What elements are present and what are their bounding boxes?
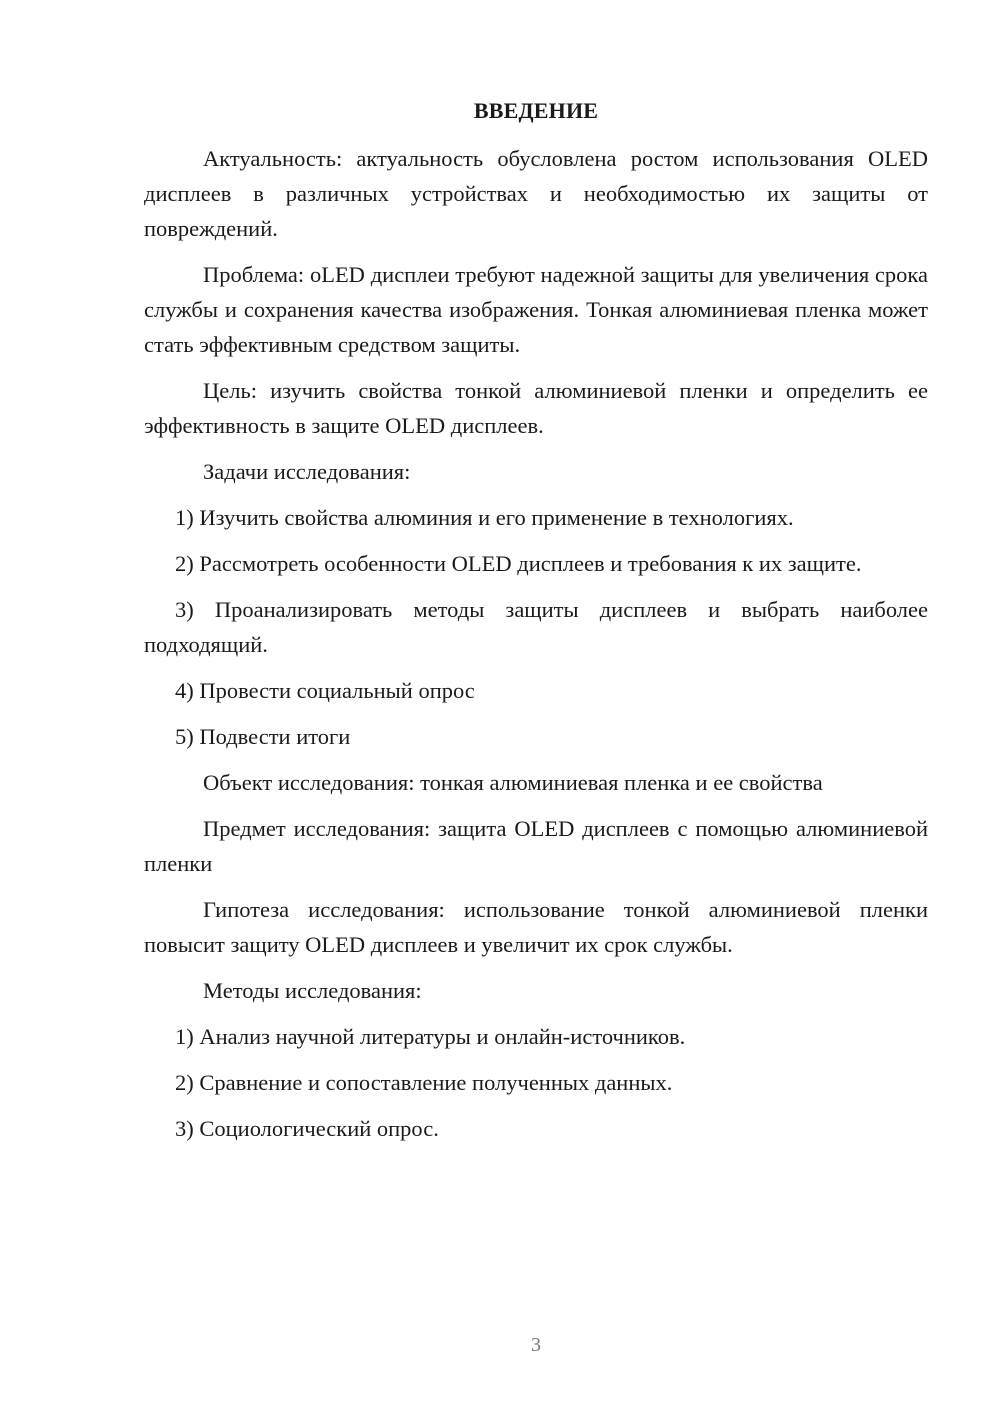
document-body: [144, 141, 928, 1157]
paragraph-methods-heading: Методы исследования:: [203, 978, 422, 1003]
task-item: 1) Изучить свойства алюминия и его применение в технологиях.: [175, 505, 794, 530]
task-item: 3) Проанализировать методы защиты дисплеев и выбрать наиболее подходящий.: [144, 597, 928, 657]
section-heading: ВВЕДЕНИЕ: [473, 98, 599, 123]
paragraph-goal: Цель: изучить свойства тонкой алюминиевой пленки и определить ее эффективность в защите OLED дисплеев.: [144, 378, 928, 438]
method-item: 3) Социологический опрос.: [175, 1116, 439, 1141]
method-item: 2) Сравнение и сопоставление полученных данных.: [175, 1070, 673, 1095]
paragraph-hypothesis: Гипотеза исследования: использование тонкой алюминиевой пленки повысит защиту OLED дисплеев и увеличит их срок службы.: [144, 897, 928, 957]
paragraph-tasks-heading: Задачи исследования:: [203, 459, 411, 484]
page-number: 3: [531, 1334, 541, 1356]
paragraph-relevance: Актуальность: актуальность обусловлена ростом использования OLED дисплеев в различных устройствах и необходимостью их защиты от повреждений.: [144, 146, 928, 241]
task-item: 5) Подвести итоги: [175, 724, 351, 749]
paragraph-object: Объект исследования: тонкая алюминиевая пленка и ее свойства: [203, 770, 823, 795]
paragraph-problem: Проблема: oLED дисплеи требуют надежной защиты для увеличения срока службы и сохранения качества изображения. Тонкая алюминиевая пленка может стать эффективным средством защиты.: [144, 262, 928, 357]
task-item: 2) Рассмотреть особенности OLED дисплеев и требования к их защите.: [175, 551, 862, 576]
method-item: 1) Анализ научной литературы и онлайн-источников.: [175, 1024, 686, 1049]
task-item: 4) Провести социальный опрос: [175, 678, 475, 703]
paragraph-subject: Предмет исследования: защита OLED дисплеев с помощью алюминиевой пленки: [144, 816, 928, 876]
